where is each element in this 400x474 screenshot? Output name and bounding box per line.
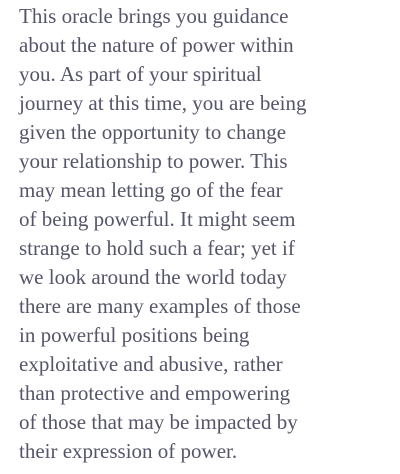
passage-line: may mean letting go of the fear (19, 178, 283, 202)
passage-paragraph (19, 2, 394, 466)
passage-line: there are many examples of those (19, 294, 301, 318)
passage-line: of being powerful. It might seem (19, 207, 296, 231)
passage-line: of those that may be impacted by (19, 410, 298, 434)
passage-line: journey at this time, you are being (19, 91, 307, 115)
passage-line: we look around the world today (19, 265, 287, 289)
passage-line: about the nature of power within (19, 33, 294, 57)
passage-line: strange to hold such a fear; yet if (19, 236, 295, 260)
passage-line: exploitative and abusive, rather (19, 352, 283, 376)
passage-line: their expression of power. (19, 439, 238, 463)
passage-line: This oracle brings you guidance (19, 4, 289, 28)
passage-line: you. As part of your spiritual (19, 62, 262, 86)
passage-line: than protective and empowering (19, 381, 291, 405)
passage-line: given the opportunity to change (19, 120, 287, 144)
passage-line: your relationship to power. This (19, 149, 288, 173)
passage-line: in powerful positions being (19, 323, 250, 347)
